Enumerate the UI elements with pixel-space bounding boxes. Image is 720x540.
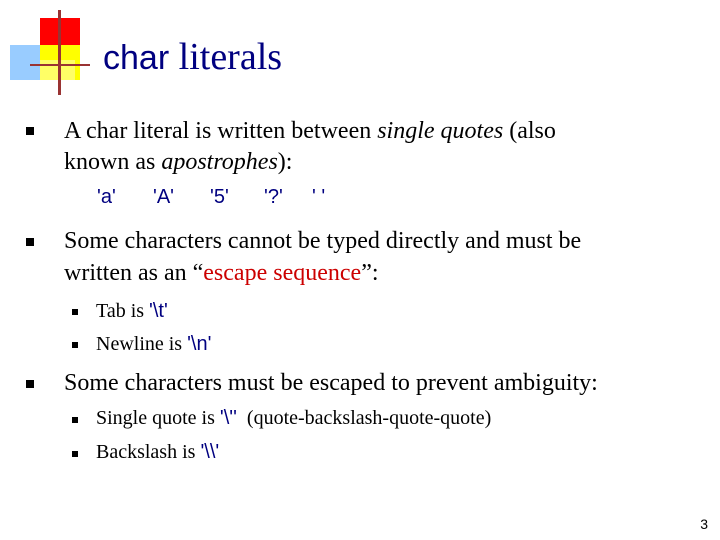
bullet-marker xyxy=(26,238,34,246)
sub-bullet-single-quote: Single quote is '\'' (quote-backslash-quote-quote) xyxy=(96,407,492,429)
sub-bullet-newline: Newline is '\n' xyxy=(96,333,212,355)
example-literal: '?' xyxy=(264,186,283,208)
example-literal: 'a' xyxy=(97,186,116,208)
bullet-3-line-1: Some characters must be escaped to prevent ambiguity: xyxy=(64,370,598,396)
example-literal: '5' xyxy=(210,186,229,208)
bullet-2-line-2: written as an “escape sequence”: xyxy=(64,260,379,286)
sub-bullet-backslash: Backslash is '\\' xyxy=(96,441,220,463)
example-literal: ' ' xyxy=(312,186,326,208)
page-number: 3 xyxy=(700,516,708,532)
sub-bullet-marker xyxy=(72,342,78,348)
slide-title xyxy=(103,34,282,81)
sub-bullet-tab: Tab is '\t' xyxy=(96,300,168,322)
slide-logo-decoration xyxy=(0,0,100,100)
title-code: char xyxy=(103,39,170,77)
bullet-marker xyxy=(26,127,34,135)
title-rest: literals xyxy=(169,36,283,78)
bullet-marker xyxy=(26,380,34,388)
sub-bullet-marker xyxy=(72,417,78,423)
bullet-2-line-1: Some characters cannot be typed directly and must be xyxy=(64,228,582,254)
sub-bullet-marker xyxy=(72,451,78,457)
bullet-1-line-2: known as apostrophes): xyxy=(64,149,293,175)
sub-bullet-marker xyxy=(72,309,78,315)
bullet-1-line-1: A char literal is written between single quotes (also xyxy=(64,118,556,144)
example-literal: 'A' xyxy=(153,186,174,208)
